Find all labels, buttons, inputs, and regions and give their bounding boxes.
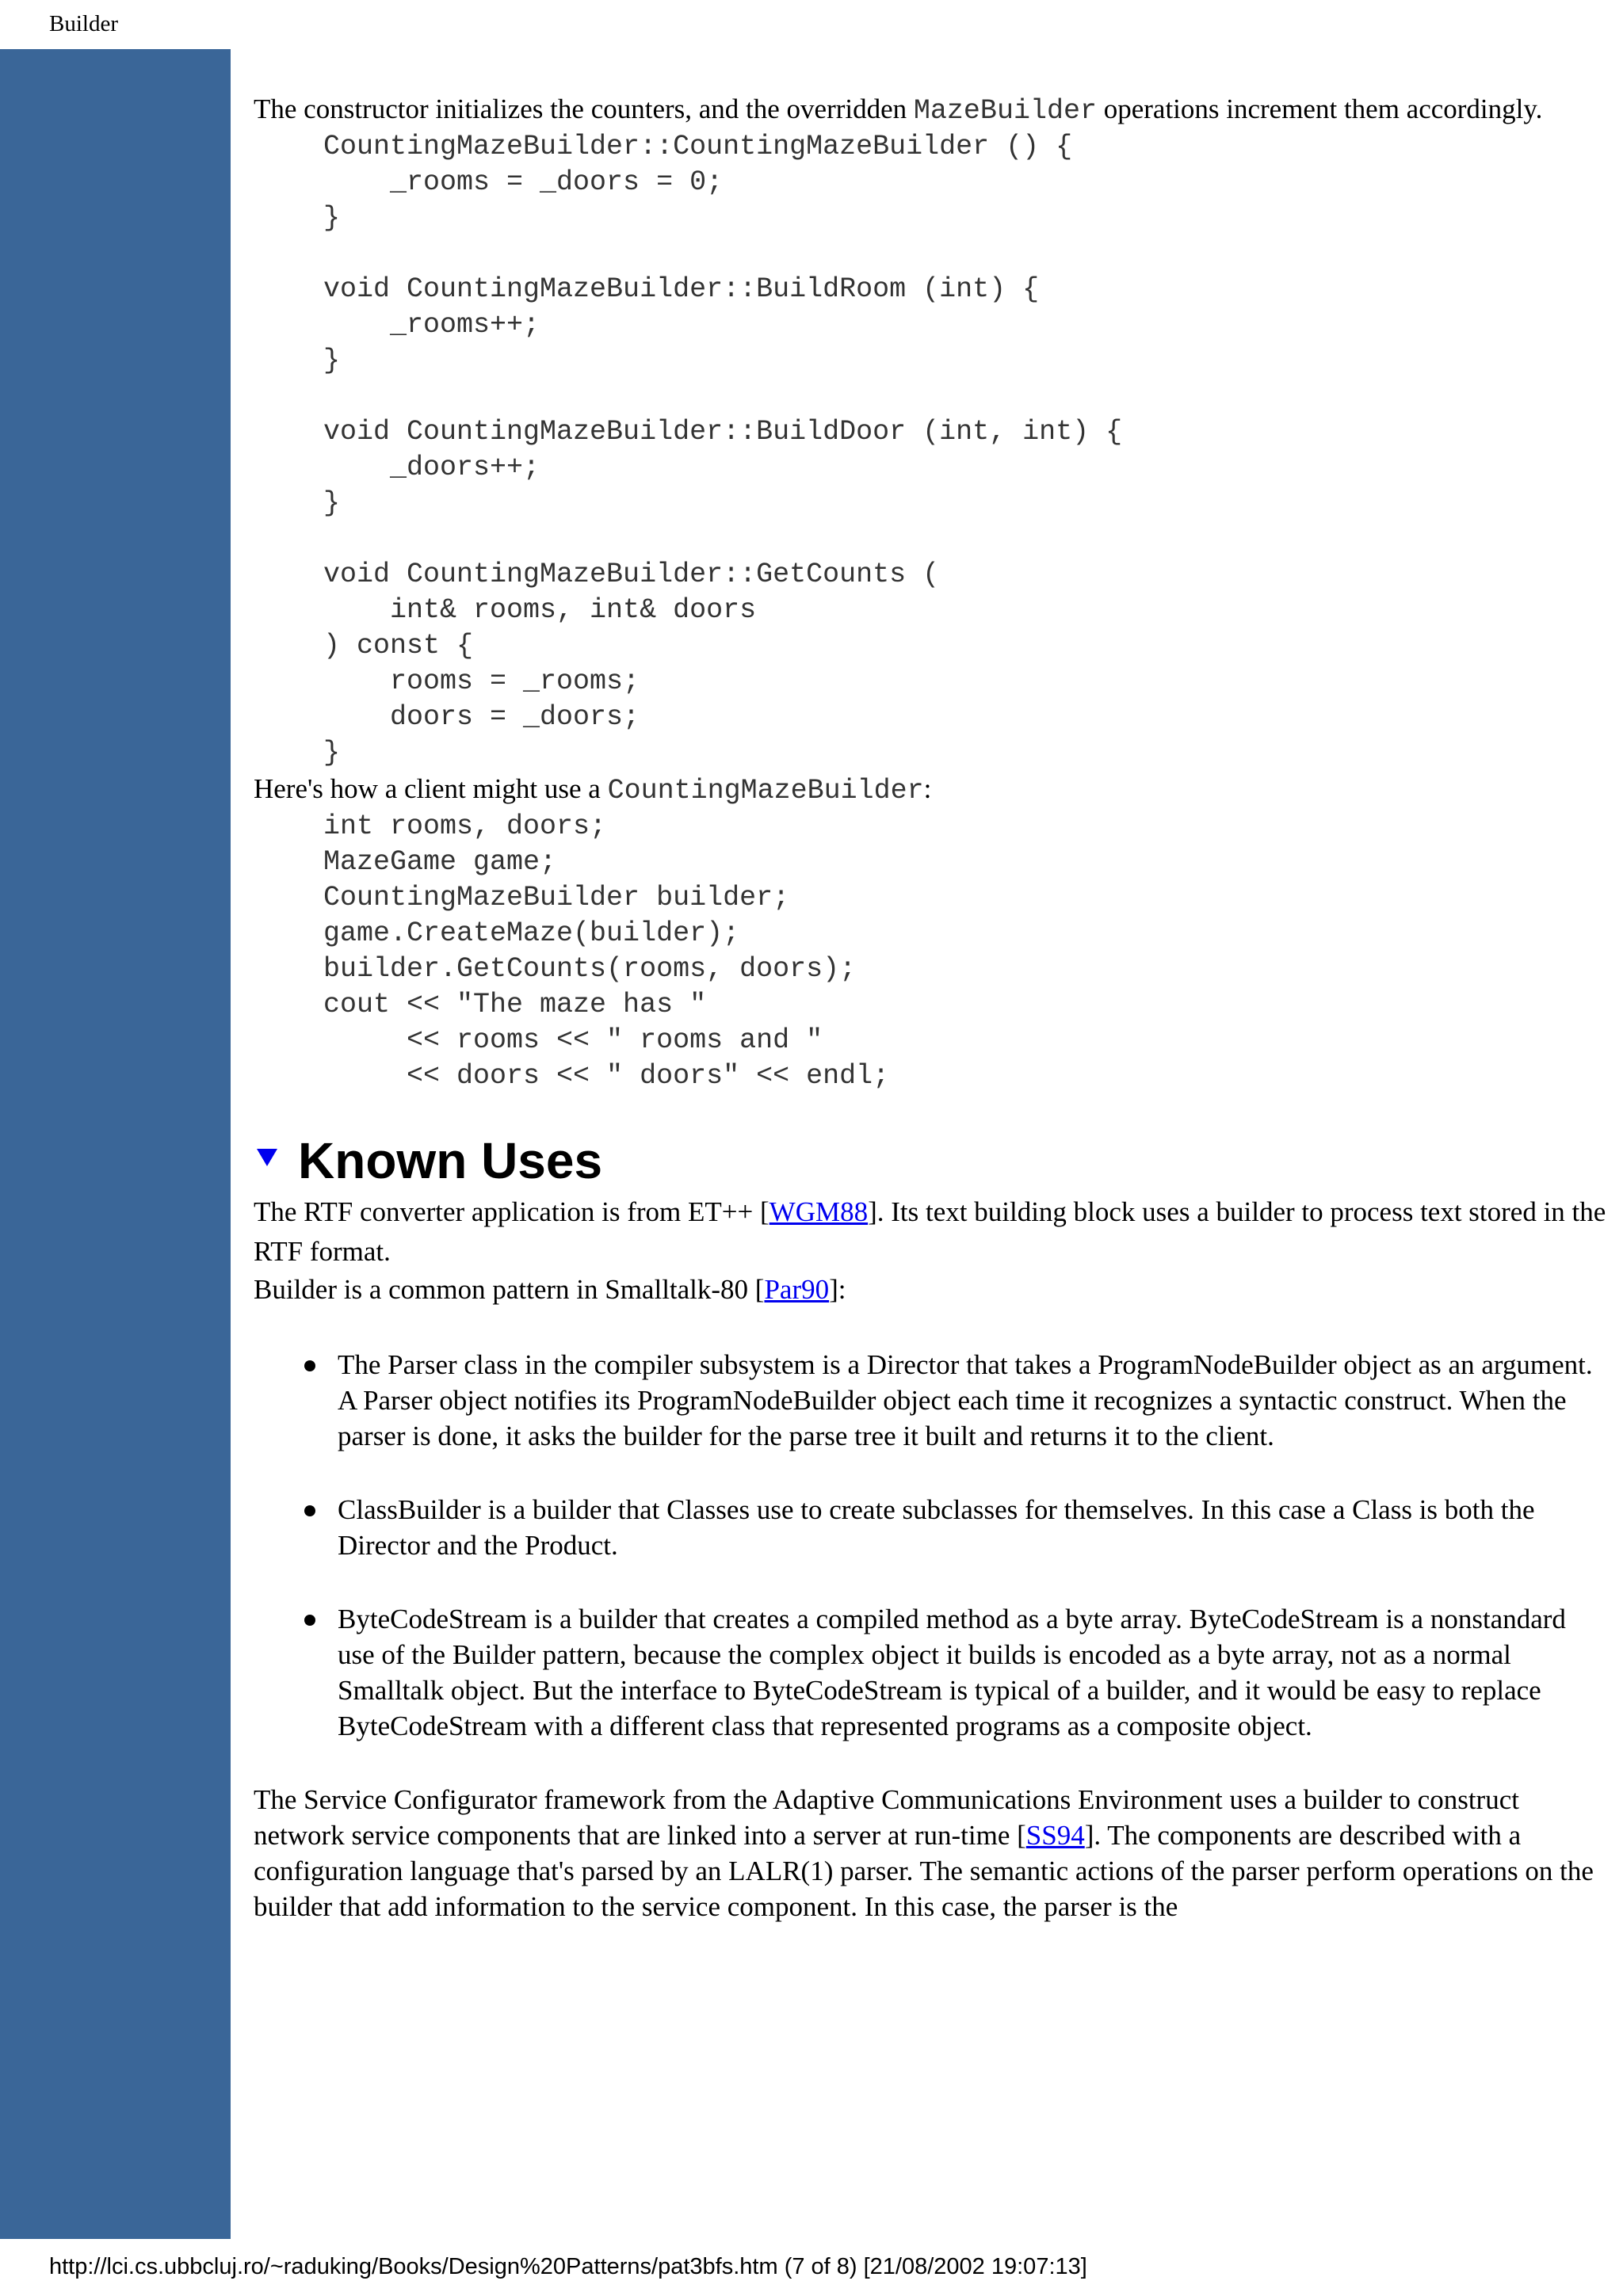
list-item: ClassBuilder is a builder that Classes use to create subclasses for themselves. In this case a Class is both the Director and the Product. [254,1492,1609,1563]
code-block-client-output: cout << "The maze has " << rooms << " rooms and " << doors << " doors" << endl; [323,989,890,1092]
list-item: ByteCodeStream is a builder that creates a compiled method as a byte array. ByteCodeStream is a nonstandard use of the Builder pattern, because the complex object it builds is encoded as a byte array, not as a normal Smalltalk object. But the interface to ByteCodeStream is typical of a builder, and it would be easy to replace ByteCodeStream with a different class that represented programs as a composite object. [254,1601,1609,1744]
code-block-client-calls: game.CreateMaze(builder); builder.GetCounts(rooms, doors); [323,917,857,985]
reference-link-ss94[interactable]: SS94 [1025,1820,1085,1851]
rtf-converter-paragraph: The RTF converter application is from ET++ [WGM88]. Its text building block uses a builder to process text stored in the RTF format. [254,1196,1606,1267]
footer-url: http://lci.cs.ubbcluj.ro/~raduking/Books/Design%20Patterns/pat3bfs.htm (7 of 8) [21/08/2002 19:07:13] [49,2254,1087,2279]
inline-code-mazebuilder: MazeBuilder [913,95,1097,127]
inline-code-countingmazebuilder: CountingMazeBuilder [607,775,924,807]
reference-link-par90[interactable]: Par90 [764,1274,830,1305]
page-header-title: Builder [49,11,118,36]
known-uses-heading: Known Uses [254,1129,1609,1192]
list-item: The Parser class in the compiler subsystem is a Director that takes a ProgramNodeBuilder object as an argument. A Parser object notifies its ProgramNodeBuilder object each time it recognizes a syntactic construct. When the parser is done, it asks the builder for the parse tree it built and returns it to the client. [254,1347,1609,1454]
service-configurator-paragraph: The Service Configurator framework from the Adaptive Communications Environment uses a builder to construct network service components that are linked into a server at run-time [SS94]. The components are described with a configuration language that's parsed by an LALR(1) parser. The semantic actions of the parser perform operations on the builder that add information to the service component. In this case, the parser is the [254,1784,1594,1922]
bullet-icon [304,1505,315,1516]
code-block-counting-maze-builder: CountingMazeBuilder::CountingMazeBuilder () { _rooms = _doors = 0; } void CountingMazeBuilder::BuildRoom (int) { _rooms++; } void CountingMazeBuilder::BuildDoor (int, int) { _doors++; } void CountingMazeBuilder::GetCounts ( int& rooms, int& doors ) const { rooms = _rooms; doors = _doors; } [323,131,1123,769]
left-sidebar [0,49,231,2239]
bullet-icon [304,1615,315,1626]
code-block-client-declarations: int rooms, doors; MazeGame game; CountingMazeBuilder builder; [323,810,790,913]
smalltalk-paragraph: Builder is a common pattern in Smalltalk-80 [Par90]: [254,1274,846,1305]
intro-paragraph: The constructor initializes the counters, and the overridden MazeBuilder operations increment them accordingly. [254,93,1543,127]
bullet-icon [304,1360,315,1371]
reference-link-wgm88[interactable]: WGM88 [769,1196,869,1227]
client-usage-paragraph: Here's how a client might use a CountingMazeBuilder: [254,773,932,807]
smalltalk-uses-list [254,1347,1609,1744]
triangle-down-icon[interactable] [257,1149,277,1166]
main-content [254,91,1609,1924]
